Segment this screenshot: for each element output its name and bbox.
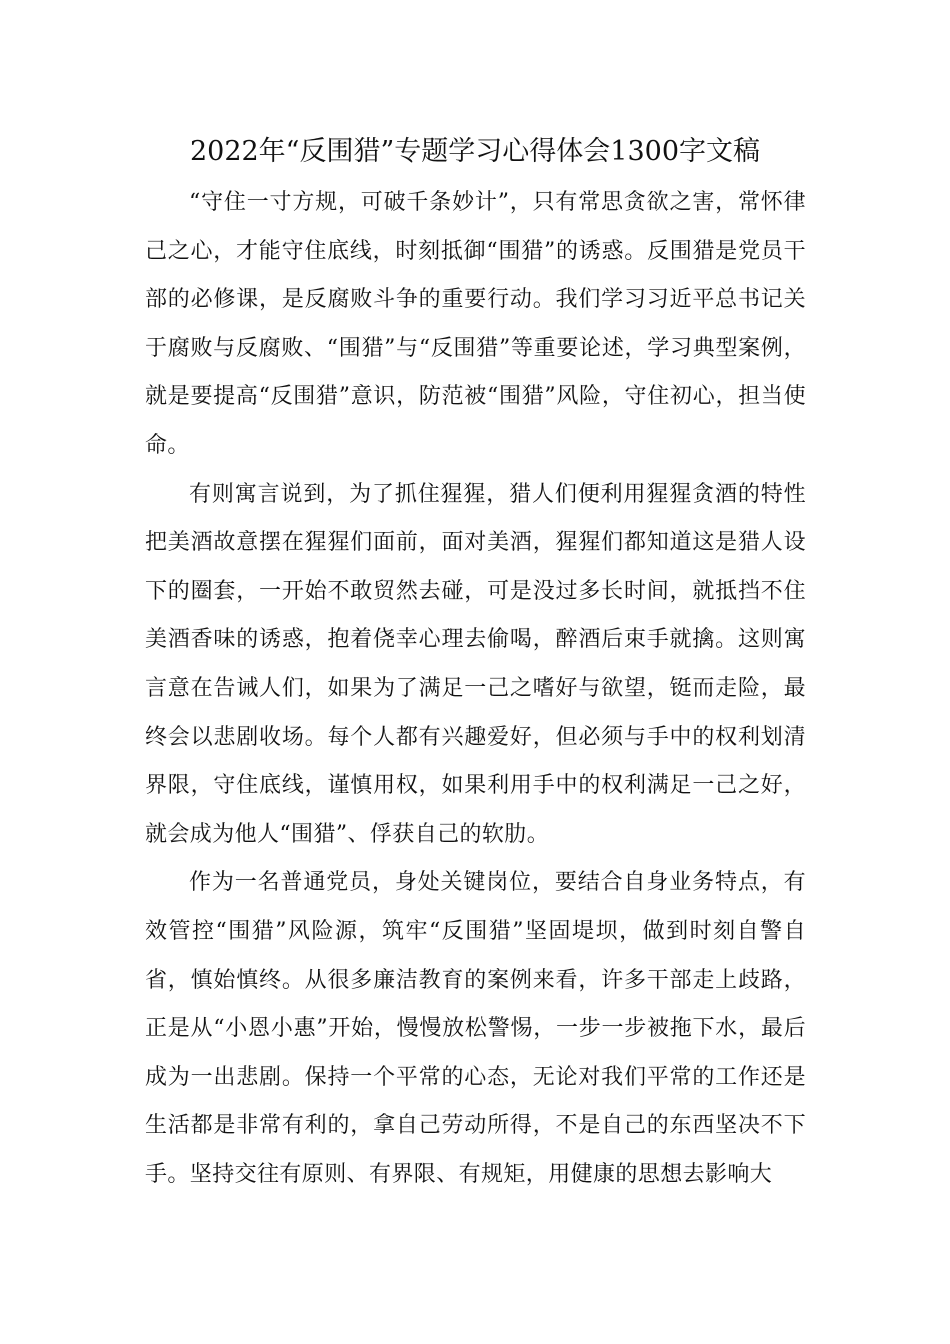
paragraph-3: 作为一名普通党员，身处关键岗位，要结合自身业务特点，有效管控“围猎”风险源，筑牢“反围猎”坚固堤坝，做到时刻自警自省，慎始慎终。从很多廉洁教育的案例来看，许多干部走上歧路，正是从“小恩小惠”开始，慢慢放松警惕，一步一步被拖下水，最后成为一出悲剧。保持一个平常的心态，无论对我们平常的工作还是生活都是非常有利的，拿自己劳动所得，不是自己的东西坚决不下手。坚持交往有原则、有界限、有规矩，用健康的思想去影响大 xyxy=(145,870,806,1187)
document-title: 2022年“反围猎”专题学习心得体会1300字文稿 xyxy=(189,136,761,167)
document-body xyxy=(145,179,806,1199)
paragraph-2: 有则寓言说到，为了抓住猩猩，猎人们便利用猩猩贪酒的特性把美酒故意摆在猩猩们面前，面对美酒，猩猩们都知道这是猎人设下的圈套，一开始不敢贸然去碰，可是没过多长时间，就抵挡不住美酒香味的诱惑，抱着侥幸心理去偷喝，醉酒后束手就擒。这则寓言意在告诫人们，如果为了满足一己之嗜好与欲望，铤而走险，最终会以悲剧收场。每个人都有兴趣爱好，但必须与手中的权利划清界限，守住底线，谨慎用权，如果利用手中的权利满足一己之好，就会成为他人“围猎”、俘获自己的软肋。 xyxy=(145,481,806,847)
paragraph-1: “守住一寸方规，可破千条妙计”，只有常思贪欲之害，常怀律己之心，才能守住底线，时刻抵御“围猎”的诱惑。反围猎是党员干部的必修课，是反腐败斗争的重要行动。我们学习习近平总书记关于腐败与反腐败、“围猎”与“反围猎”等重要论述，学习典型案例，就是要提高“反围猎”意识，防范被“围猎”风险，守住初心，担当使命。 xyxy=(145,190,806,458)
